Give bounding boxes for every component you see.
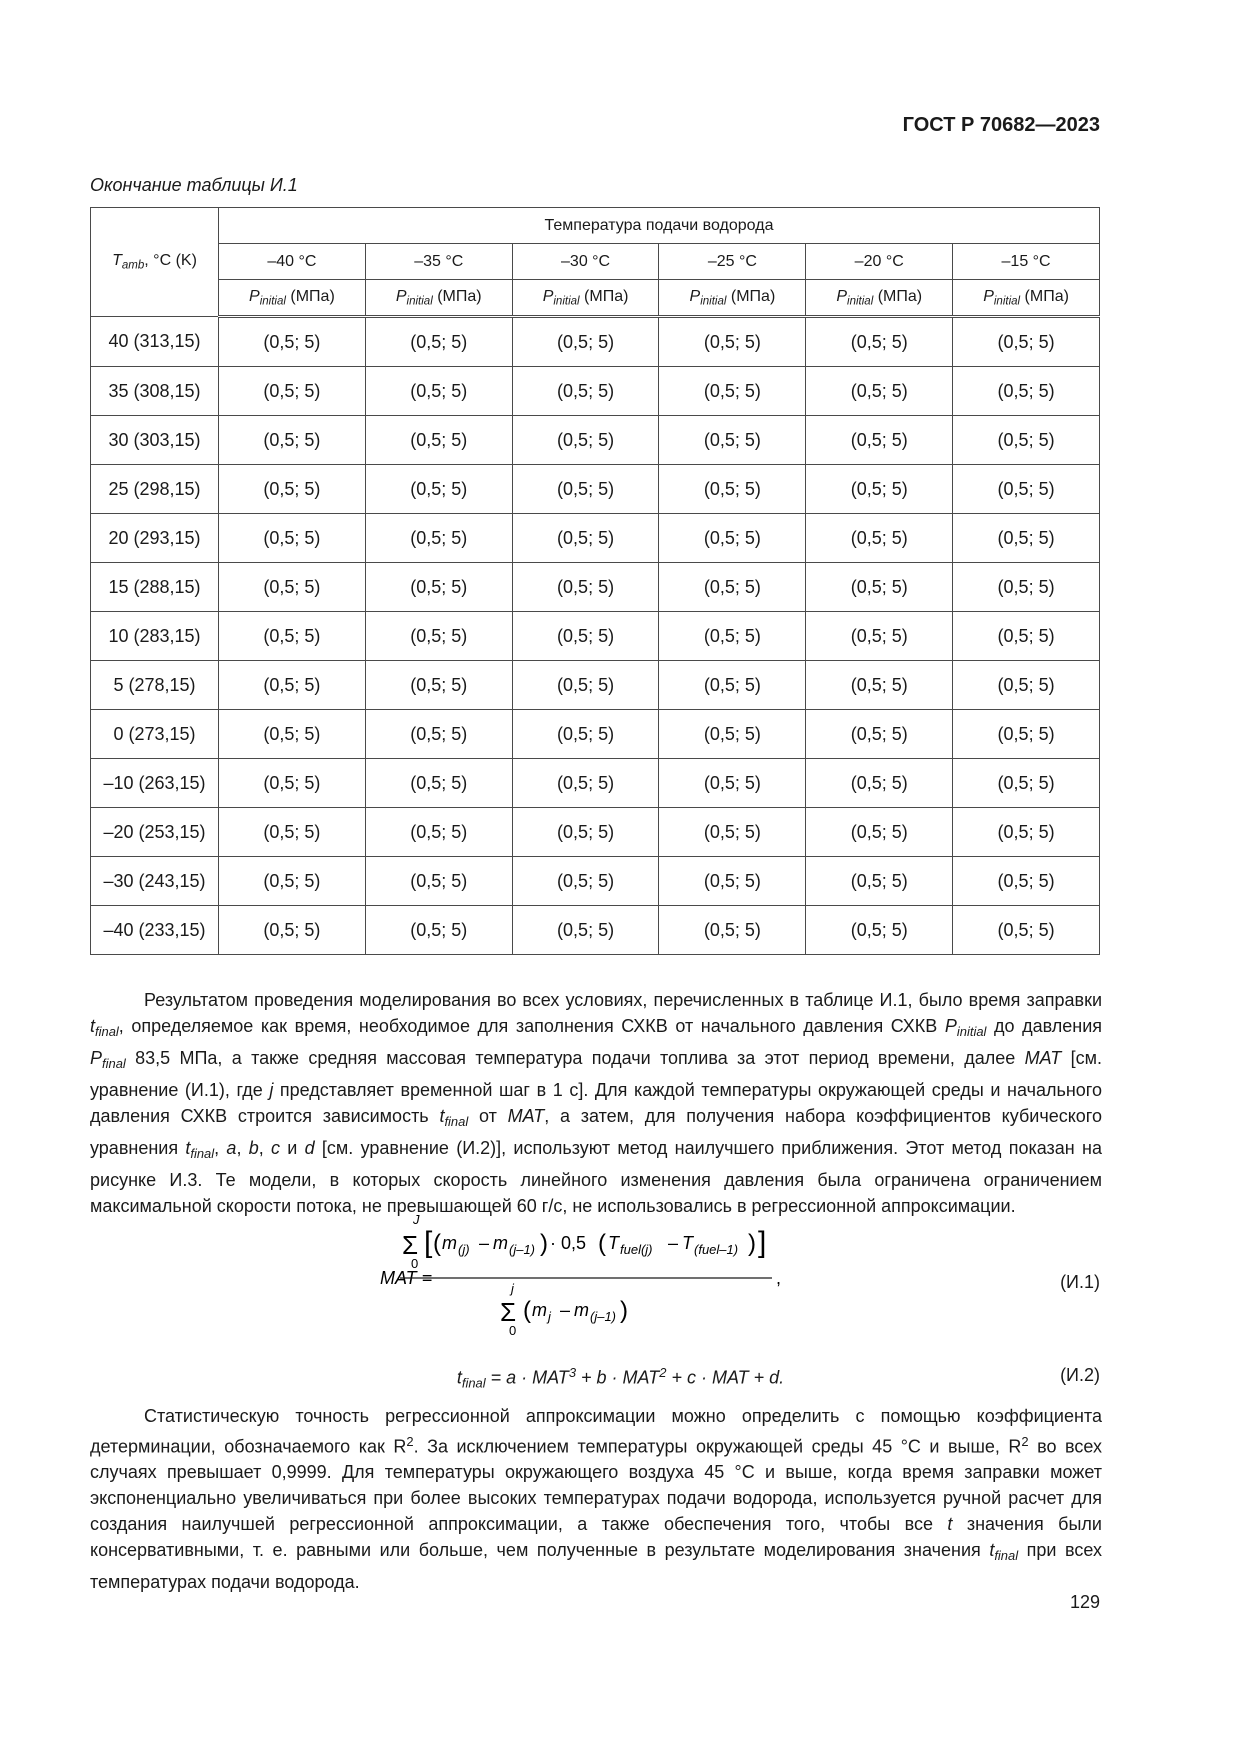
pressure-range-cell: (0,5; 5) [512, 563, 659, 612]
svg-text:(: ( [523, 1297, 531, 1324]
pressure-range-cell: (0,5; 5) [512, 367, 659, 416]
svg-text:–: – [668, 1233, 679, 1253]
ambient-temperature-cell: 40 (313,15) [91, 317, 219, 367]
svg-text:T: T [682, 1233, 693, 1253]
pressure-header-cell: $P_{initial}$ (МПа) [953, 280, 1100, 317]
pressure-range-cell: (0,5; 5) [219, 857, 366, 906]
pressure-range-cell: (0,5; 5) [953, 416, 1100, 465]
table-row [91, 514, 1100, 563]
pressure-range-cell: (0,5; 5) [659, 661, 806, 710]
pressure-range-cell: (0,5; 5) [806, 317, 953, 367]
pressure-range-cell: (0,5; 5) [219, 612, 366, 661]
svg-text:–: – [560, 1300, 571, 1320]
pressure-range-cell: (0,5; 5) [365, 759, 512, 808]
table-row [91, 759, 1100, 808]
pressure-range-cell: (0,5; 5) [219, 367, 366, 416]
pressure-range-cell: (0,5; 5) [659, 808, 806, 857]
table-row [91, 416, 1100, 465]
paragraph-results: Результатом проведения моделирования во всех условиях, перечисленных в таблице И.1, было время заправки $t_{final}$, определяемое как время, необходимое для заполнения СХКВ от начального давления СХКВ $P_{initial}$ до давления $P_{final}$ 83,5 МПа, а также средняя массовая температура подачи топлива за этот период времени, далее MAT [см. уравнение (И.1), где j представляет временной шаг в 1 с]. Для каждой температуры окружающей среды и начального давления СХКВ строится зависимость $t_{final}$ от MAT, а затем, для получения набора коэффициентов кубического уравнения $t_{final}$, a, b, c и d [см. уравнение (И.2)], используют метод наилучшего приближения. Этот метод показан на рисунке И.3. Те модели, в которых скорость линейного изменения давления была ограничена ограничением максимальной скорости потока, не превышающей 60 г/с, не использовались в регрессионной аппроксимации. [90, 990, 1103, 1216]
pressure-range-cell: (0,5; 5) [953, 759, 1100, 808]
pressure-range-cell: (0,5; 5) [219, 906, 366, 955]
ambient-temperature-cell: –10 (263,15) [91, 759, 219, 808]
ambient-temperature-cell: –30 (243,15) [91, 857, 219, 906]
svg-text:): ) [748, 1230, 756, 1257]
ambient-temperature-cell: –40 (233,15) [91, 906, 219, 955]
pressure-range-cell: (0,5; 5) [953, 514, 1100, 563]
pressure-range-cell: (0,5; 5) [512, 465, 659, 514]
pressure-range-cell: (0,5; 5) [512, 759, 659, 808]
pressure-range-cell: (0,5; 5) [365, 367, 512, 416]
pressure-range-cell: (0,5; 5) [806, 465, 953, 514]
pressure-range-cell: (0,5; 5) [219, 416, 366, 465]
pressure-header-cell: $P_{initial}$ (МПа) [365, 280, 512, 317]
equation-mat [380, 1212, 830, 1338]
ambient-temperature-cell: 35 (308,15) [91, 367, 219, 416]
pressure-header-cell: $P_{initial}$ (МПа) [806, 280, 953, 317]
page-number: 129 [1069, 1592, 1100, 1612]
svg-text:m: m [493, 1233, 508, 1253]
pressure-range-cell: (0,5; 5) [806, 416, 953, 465]
pressure-range-cell: (0,5; 5) [512, 317, 659, 367]
pressure-range-cell: (0,5; 5) [512, 710, 659, 759]
equation-2-label: (И.2) [1060, 1365, 1100, 1385]
pressure-range-cell: (0,5; 5) [806, 759, 953, 808]
ambient-temperature-cell: 15 (288,15) [91, 563, 219, 612]
pressure-range-cell: (0,5; 5) [659, 514, 806, 563]
svg-text:T: T [608, 1233, 619, 1253]
svg-text:,: , [776, 1268, 782, 1288]
pressure-range-cell: (0,5; 5) [953, 563, 1100, 612]
pressure-range-cell: (0,5; 5) [365, 710, 512, 759]
pressure-range-cell: (0,5; 5) [659, 367, 806, 416]
table-row [91, 808, 1100, 857]
temperature-header-cell: –40 °C [219, 244, 366, 280]
table-caption: Окончание таблицы И.1 [90, 175, 298, 195]
temperature-header-row [91, 244, 1100, 280]
pressure-range-cell: (0,5; 5) [659, 906, 806, 955]
pressure-range-cell: (0,5; 5) [806, 367, 953, 416]
pressure-range-cell: (0,5; 5) [953, 367, 1100, 416]
svg-text:(j): (j) [458, 1242, 470, 1257]
svg-text:j: j [548, 1309, 551, 1324]
pressure-range-cell: (0,5; 5) [365, 906, 512, 955]
table-body [91, 317, 1100, 955]
pressure-range-cell: (0,5; 5) [365, 416, 512, 465]
pressure-range-cell: (0,5; 5) [659, 612, 806, 661]
pressure-range-cell: (0,5; 5) [953, 612, 1100, 661]
pressure-range-cell: (0,5; 5) [365, 514, 512, 563]
document-code: ГОСТ Р 70682—2023 [902, 114, 1100, 136]
pressure-range-cell: (0,5; 5) [365, 465, 512, 514]
pressure-range-cell: (0,5; 5) [806, 857, 953, 906]
paragraph-statistics: Статистическую точность регрессионной аппроксимации можно определить с помощью коэффициента детерминации, обозначаемого как $R^2$. За исключением температуры окружающей среды 45 °C и выше, $R^2$ во всех случаях превышает 0,9999. Для температуры окружающего воздуха 45 °C и выше, когда время заправки может экспоненциально увеличиваться при более высоких температурах подачи водорода, используется ручной расчет для создания наилучшей регрессионной аппроксимации, а также обеспечения того, чтобы все t значения были консервативными, т. е. равными или больше, чем полученные в результате моделирования значения $t_{final}$ при всех температурах подачи водорода. [90, 1406, 1102, 1593]
pressure-range-cell: (0,5; 5) [953, 465, 1100, 514]
pressure-header-cell: $P_{initial}$ (МПа) [219, 280, 366, 317]
pressure-range-cell: (0,5; 5) [953, 710, 1100, 759]
pressure-header-row [91, 280, 1100, 317]
paren-close: ) [540, 1230, 548, 1257]
pressure-range-cell: (0,5; 5) [512, 514, 659, 563]
pressure-range-cell: (0,5; 5) [806, 661, 953, 710]
pressure-range-cell: (0,5; 5) [659, 710, 806, 759]
pressure-range-cell: (0,5; 5) [953, 317, 1100, 367]
svg-text:(: ( [598, 1230, 606, 1257]
pressure-range-cell: (0,5; 5) [659, 465, 806, 514]
table-row [91, 367, 1100, 416]
pressure-range-cell: (0,5; 5) [659, 857, 806, 906]
pressure-range-cell: (0,5; 5) [659, 759, 806, 808]
pressure-range-cell: (0,5; 5) [365, 857, 512, 906]
table-row [91, 563, 1100, 612]
sum-sign-numerator: Σ [402, 1230, 419, 1260]
pressure-range-cell: (0,5; 5) [365, 612, 512, 661]
pressure-range-cell: (0,5; 5) [806, 710, 953, 759]
pressure-range-cell: (0,5; 5) [365, 808, 512, 857]
pressure-range-cell: (0,5; 5) [365, 317, 512, 367]
ambient-temperature-cell: 10 (283,15) [91, 612, 219, 661]
pressure-range-cell: (0,5; 5) [659, 563, 806, 612]
pressure-range-cell: (0,5; 5) [512, 808, 659, 857]
svg-text:): ) [620, 1297, 628, 1324]
temperature-header-cell: –15 °C [953, 244, 1100, 280]
ambient-temperature-cell: 30 (303,15) [91, 416, 219, 465]
pressure-header-cell: $P_{initial}$ (МПа) [659, 280, 806, 317]
pressure-range-cell: (0,5; 5) [659, 416, 806, 465]
pressure-range-cell: (0,5; 5) [219, 563, 366, 612]
temperature-header-cell: –30 °C [512, 244, 659, 280]
table-row [91, 465, 1100, 514]
pressure-range-cell: (0,5; 5) [365, 661, 512, 710]
sum-lower-limit: 0 [411, 1256, 419, 1271]
sum-sign-denominator: Σ [500, 1297, 517, 1327]
svg-text:m: m [574, 1300, 589, 1320]
sum-upper-limit-den: j [511, 1281, 514, 1296]
pressure-range-cell: (0,5; 5) [659, 317, 806, 367]
svg-text:0: 0 [509, 1323, 517, 1338]
table-row [91, 906, 1100, 955]
svg-text:m: m [442, 1233, 457, 1253]
ambient-temperature-cell: 20 (293,15) [91, 514, 219, 563]
ambient-temperature-header: $T_{amb}$, °C (K) [91, 208, 219, 317]
equation-lhs: MAT = [380, 1268, 433, 1288]
pressure-range-cell: (0,5; 5) [219, 465, 366, 514]
pressure-range-cell: (0,5; 5) [953, 857, 1100, 906]
temperature-header-cell: –35 °C [365, 244, 512, 280]
temperature-header-cell: –25 °C [659, 244, 806, 280]
pressure-range-cell: (0,5; 5) [953, 906, 1100, 955]
pressure-range-cell: (0,5; 5) [512, 661, 659, 710]
svg-text:–: – [479, 1233, 490, 1253]
pressure-range-cell: (0,5; 5) [953, 661, 1100, 710]
equation-mat-figure [380, 1212, 830, 1338]
ambient-temperature-cell: 5 (278,15) [91, 661, 219, 710]
table-row [91, 857, 1100, 906]
paren-open: ( [433, 1230, 441, 1257]
svg-text:fuel(j): fuel(j) [620, 1242, 653, 1257]
pressure-range-cell: (0,5; 5) [806, 563, 953, 612]
svg-text:m: m [532, 1300, 547, 1320]
pressure-range-cell: (0,5; 5) [806, 514, 953, 563]
pressure-range-cell: (0,5; 5) [219, 514, 366, 563]
ambient-temperature-cell: –20 (253,15) [91, 808, 219, 857]
hydrogen-temperature-group-header: Температура подачи водорода [219, 208, 1100, 244]
sum-upper-limit: J [413, 1212, 420, 1227]
pressure-range-cell: (0,5; 5) [953, 808, 1100, 857]
equation-tfinal: $t_{final} = a \cdot MAT^3 + b \cdot MAT^2 + c$ · MAT + d. [456, 1365, 785, 1391]
pressure-range-cell: (0,5; 5) [365, 563, 512, 612]
pressure-range-cell: (0,5; 5) [219, 710, 366, 759]
svg-text:(j–1): (j–1) [509, 1242, 536, 1257]
table-row [91, 710, 1100, 759]
ambient-temperature-cell: 0 (273,15) [91, 710, 219, 759]
pressure-range-cell: (0,5; 5) [512, 612, 659, 661]
pressure-range-cell: (0,5; 5) [512, 857, 659, 906]
pressure-range-cell: (0,5; 5) [806, 808, 953, 857]
pressure-range-cell: (0,5; 5) [219, 661, 366, 710]
pressure-range-cell: (0,5; 5) [806, 906, 953, 955]
ambient-temperature-cell: 25 (298,15) [91, 465, 219, 514]
pressure-range-cell: (0,5; 5) [219, 759, 366, 808]
bracket-close: ] [758, 1226, 767, 1259]
data-table [90, 207, 1100, 955]
svg-text:· 0,5: · 0,5 [550, 1233, 587, 1253]
temperature-header-cell: –20 °C [806, 244, 953, 280]
table-row [91, 661, 1100, 710]
pressure-header-cell: $P_{initial}$ (МПа) [512, 280, 659, 317]
svg-text:(fuel–1): (fuel–1) [694, 1242, 739, 1257]
pressure-range-cell: (0,5; 5) [512, 416, 659, 465]
pressure-range-cell: (0,5; 5) [806, 612, 953, 661]
pressure-range-cell: (0,5; 5) [512, 906, 659, 955]
svg-text:(j–1): (j–1) [590, 1309, 617, 1324]
table-row [91, 612, 1100, 661]
bracket-open: [ [424, 1226, 433, 1259]
equation-1-label: (И.1) [1060, 1272, 1100, 1292]
pressure-range-cell: (0,5; 5) [219, 808, 366, 857]
pressure-range-cell: (0,5; 5) [219, 317, 366, 367]
table-row [91, 317, 1100, 367]
